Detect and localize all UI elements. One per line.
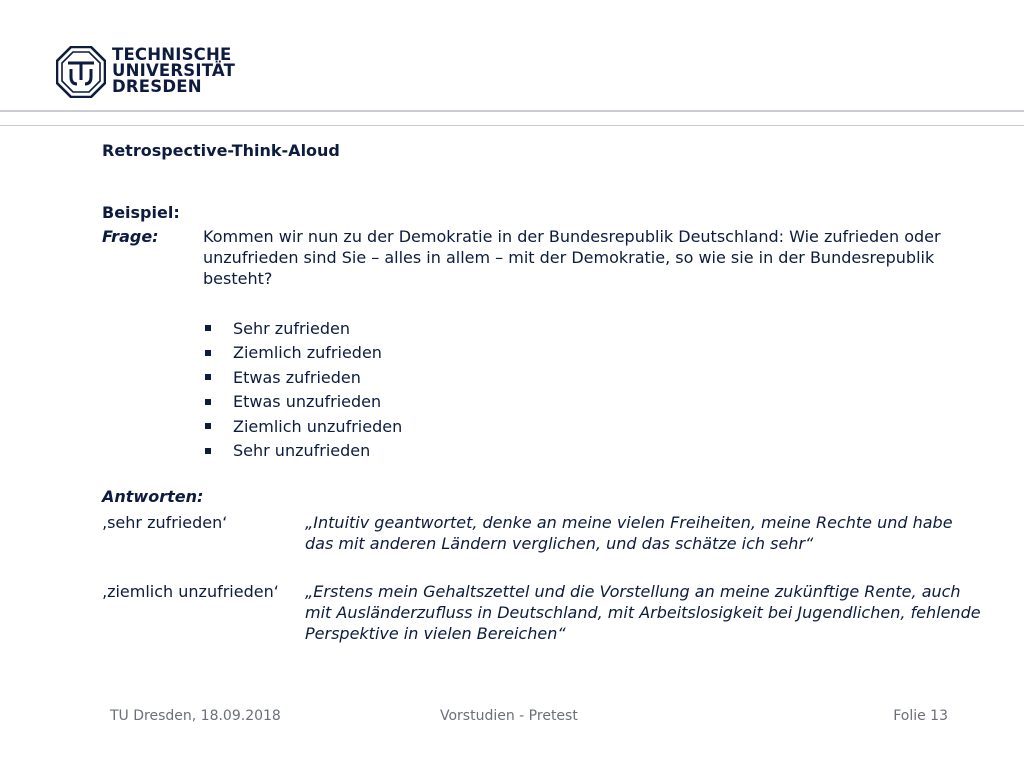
option-label: Sehr zufrieden — [233, 318, 350, 338]
logo-line: DRESDEN — [112, 77, 202, 96]
answer-quote-ziemlich-unzufrieden: „Erstens mein Gehaltszettel und die Vorstellung an meine zukünftige Rente, auch mit Ausländerzufluss in Deutschland, mit Arbeitslosigkeit bei Jugendlichen, fehlende Perspektive in vielen Bereichen“ — [305, 582, 981, 643]
footer-institution-date: TU Dresden, 18.09.2018 — [110, 708, 281, 724]
footer-topic: Vorstudien - Pretest — [440, 708, 578, 724]
option-label: Ziemlich unzufrieden — [233, 416, 403, 436]
frage-text: Kommen wir nun zu der Demokratie in der Bundesrepublik Deutschland: Wie zufrieden oder unzufrieden sind Sie – alles in allem – mit der Demokratie, so wie sie in der Bundesrepublik besteht? — [203, 227, 941, 288]
answer-options-list — [203, 316, 402, 463]
answer-quote-sehr-zufrieden: „Intuitiv geantwortet, denke an meine vielen Freiheiten, meine Rechte und habe das mit anderen Ländern verglichen, und das schätze ich sehr“ — [305, 513, 953, 553]
tu-dresden-logo — [56, 45, 236, 102]
list-item — [203, 390, 402, 415]
header-divider — [0, 110, 1024, 112]
frage-label: Frage: — [102, 227, 159, 246]
list-item — [203, 365, 402, 390]
footer-slide-number: Folie 13 — [893, 708, 948, 724]
list-item — [203, 439, 402, 464]
header-divider-thin — [0, 125, 1024, 126]
square-bullet-icon — [205, 448, 211, 454]
square-bullet-icon — [205, 325, 211, 331]
logo-line: UNIVERSITÄT — [112, 61, 236, 80]
option-label: Etwas zufrieden — [233, 367, 361, 387]
square-bullet-icon — [205, 374, 211, 380]
answer-label-ziemlich-unzufrieden: ‚ziemlich unzufrieden‘ — [102, 582, 279, 601]
beispiel-label: Beispiel: — [102, 203, 180, 222]
tu-dresden-emblem-icon — [56, 46, 106, 98]
answer-label-sehr-zufrieden: ‚sehr zufrieden‘ — [102, 513, 228, 532]
antworten-label: Antworten: — [102, 487, 204, 506]
square-bullet-icon — [205, 399, 211, 405]
list-item — [203, 414, 402, 439]
list-item — [203, 341, 402, 366]
logo-wordmark — [112, 47, 235, 95]
option-label: Ziemlich zufrieden — [233, 343, 382, 363]
square-bullet-icon — [205, 423, 211, 429]
option-label: Etwas unzufrieden — [233, 392, 382, 412]
option-label: Sehr unzufrieden — [233, 441, 371, 461]
logo-line: TECHNISCHE — [112, 45, 232, 64]
list-item — [203, 316, 402, 341]
slide-title: Retrospective-Think-Aloud — [102, 141, 340, 160]
square-bullet-icon — [205, 350, 211, 356]
